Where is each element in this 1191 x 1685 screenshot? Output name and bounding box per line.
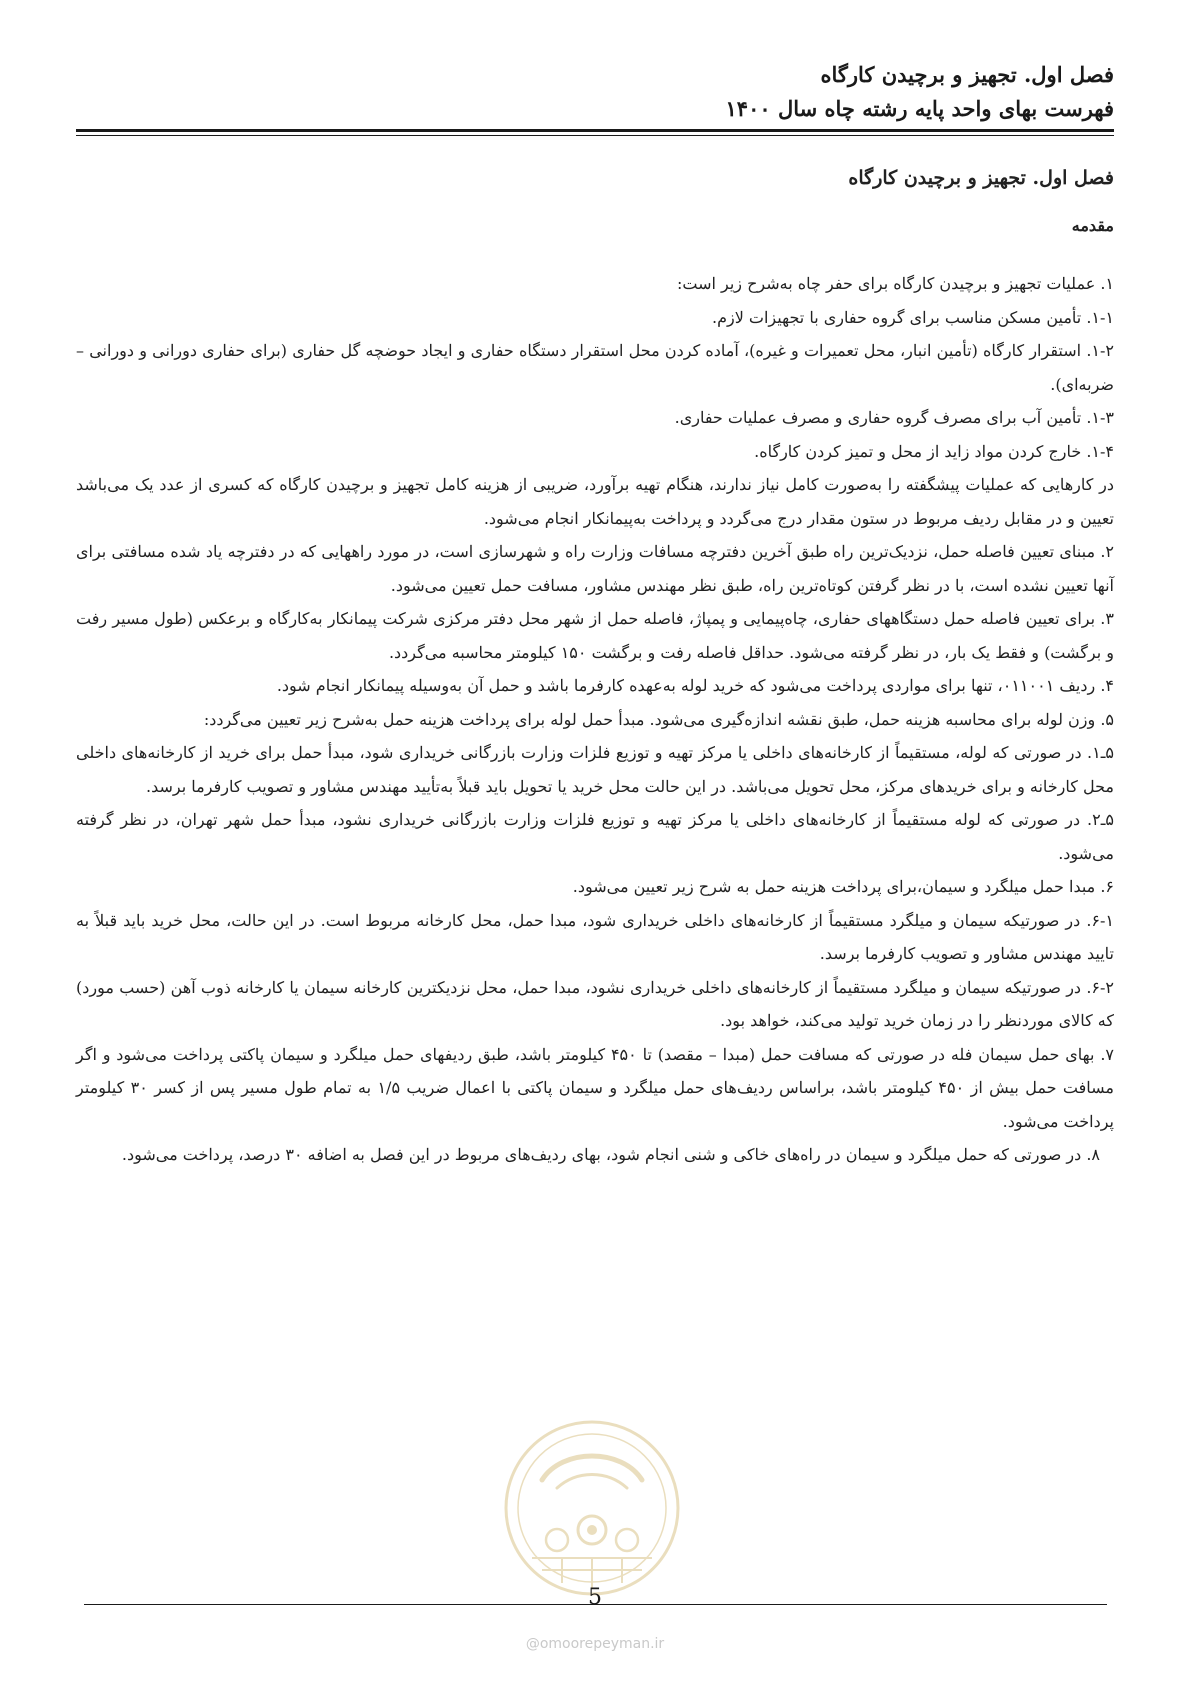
paragraph-1-2: ۱-۲. استقرار کارگاه (تأمین انبار، محل تعمیرات و غیره)، آماده کردن محل استقرار دستگاه حفاری و ایجاد حوضچه گل حفاری (برای حفاری دورانی و دورانی – ضربه‌ای).	[76, 341, 1114, 394]
intro-heading: مقدمه	[1071, 216, 1114, 235]
page-content	[76, 163, 1114, 1172]
paragraph-partial-works: در کارهایی که عملیات پیشگفته را به‌صورت کامل نیاز ندارند، هنگام تهیه برآورد، ضریبی از هزینه کامل تجهیز و برچیدن کارگاه که کسری از عدد یک می‌باشد تعیین و در مقابل ردیف مربوط در ستون مقدار درج می‌گردد و پرداخت به‌پیمانکار انجام می‌شود.	[76, 475, 1114, 528]
header-rule-thin	[76, 135, 1114, 136]
chapter-title: فصل اول. تجهیز و برچیدن کارگاه	[848, 167, 1114, 189]
running-header	[78, 58, 1114, 126]
header-catalog-line: فهرست بهای واحد پایه رشته چاه سال ۱۴۰۰	[725, 96, 1114, 121]
paragraph-5: ۵. وزن لوله برای محاسبه هزینه حمل، طبق نقشه اندازه‌گیری می‌شود. مبدأ حمل لوله برای پرداخت هزینه حمل به‌شرح زیر تعیین می‌گردد:	[203, 709, 1114, 729]
paragraph-6-2: ۶-۲. در صورتیکه سیمان و میلگرد مستقیماً از کارخانه‌های داخلی خریداری نشود، مبدا حمل، محل نزدیکترین کارخانه سیمان یا کارخانه ذوب آهن (حسب مورد) که کالای موردنظر را در زمان خرید تولید می‌کند، خواهد بود.	[76, 977, 1114, 1030]
paragraph-5-2: ۵ـ۲. در صورتی که لوله مستقیماً از کارخانه‌های داخلی یا مرکز تهیه و توزیع فلزات وزارت بازرگانی خریداری نشود، مبدأ حمل شهر تهران، در نظر گرفته می‌شود.	[76, 810, 1114, 863]
paragraph-3: ۳. برای تعیین فاصله حمل دستگاههای حفاری، چاه‌پیمایی و پمپاژ، فاصله حمل از شهر محل دفتر مرکزی شرکت پیمانکار به‌کارگاه و برعکس (طول مسیر رفت و برگشت) و فقط یک بار، در نظر گرفته می‌شود. حداقل فاصله رفت و برگشت ۱۵۰ کیلومتر محاسبه می‌گردد.	[76, 609, 1114, 662]
paragraph-7: ۷. بهای حمل سیمان فله در صورتی که مسافت حمل (مبدا – مقصد) تا ۴۵۰ کیلومتر باشد، طبق ردیفهای حمل میلگرد و سیمان پاکتی پرداخت می‌شود و اگر مسافت حمل بیش از ۴۵۰ کیلومتر باشد، براساس ردیف‌های حمل میلگرد و سیمان پاکتی با اعمال ضریب ۱/۵ به تمام طول مسیر پس از کسر ۳۰ کیلومتر پرداخت می‌شود.	[76, 1044, 1114, 1131]
paragraph-1-4: ۱-۴. خارج کردن مواد زاید از محل و تمیز کردن کارگاه.	[754, 441, 1114, 461]
paragraph-4: ۴. ردیف ۰۱۱۰۰۱، تنها برای مواردی پرداخت می‌شود که خرید لوله به‌عهده کارفرما باشد و حمل آن به‌وسیله پیمانکار انجام شود.	[276, 676, 1114, 695]
omoorepeyman-seal-icon	[502, 1418, 682, 1598]
paragraph-6-1: ۶-۱. در صورتیکه سیمان و میلگرد مستقیماً از کارخانه‌های داخلی خریداری شود، مبدا حمل، محل کارخانه مربوط است. در این حالت، محل خرید باید قبلاً به تایید مهندس مشاور و تصویب کارفرما برسد.	[76, 910, 1115, 963]
watermark-url: @omoorepeyman.ir	[525, 1636, 665, 1652]
header-chapter-line: فصل اول. تجهیز و برچیدن کارگاه	[820, 62, 1114, 87]
paragraph-8: ۸. در صورتی که حمل میلگرد و سیمان در راه‌های خاکی و شنی انجام شود، بهای ردیف‌های مربوط در این فصل به اضافه ۳۰ درصد، پرداخت می‌شود.	[121, 1145, 1100, 1164]
page-number: 5	[588, 1585, 602, 1610]
paragraph-1-1: ۱-۱. تأمین مسکن مناسب برای گروه حفاری با تجهیزات لازم.	[711, 307, 1114, 327]
paragraph-1-3: ۱-۳. تأمین آب برای مصرف گروه حفاری و مصرف عملیات حفاری.	[674, 408, 1114, 427]
paragraph-2: ۲. مبنای تعیین فاصله حمل، نزدیک‌ترین راه طبق آخرین دفترچه مسافات وزارت راه و شهرسازی است، در مورد راههایی که در دفترچه یاد شده مسافتی برای آنها تعیین نشده است، با در نظر گرفتن کوتاه‌ترین راه، طبق نظر مهندس مشاور، مسافت حمل تعیین می‌شود.	[76, 542, 1115, 595]
paragraph-6: ۶. مبدا حمل میلگرد و سیمان،برای پرداخت هزینه حمل به شرح زیر تعیین می‌شود.	[572, 877, 1114, 896]
paragraph-5-1: ۵ـ۱. در صورتی که لوله، مستقیماً از کارخانه‌های داخلی یا مرکز تهیه و توزیع فلزات وزارت بازرگانی خریداری شود، مبدأ حمل برای خرید از کارخانه‌های داخلی محل کارخانه و برای خریدهای مرکز، محل تحویل می‌باشد. در این حالت محل خرید یا تحویل باید قبلاً به‌تأیید مهندس مشاور و تصویب کارفرما برسد.	[76, 743, 1114, 796]
paragraph-1: ۱. عملیات تجهیز و برچیدن کارگاه برای حفر چاه به‌شرح زیر است:	[676, 274, 1114, 293]
header-rule-thick	[76, 129, 1114, 132]
